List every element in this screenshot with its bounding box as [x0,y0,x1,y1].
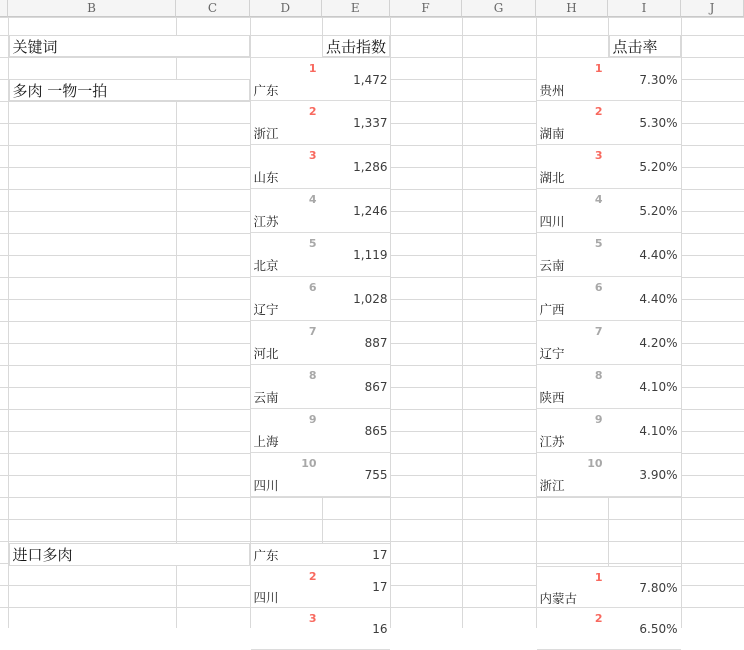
rank-badge: 6 [594,281,603,294]
click-rate-data-cell[interactable] [537,566,681,608]
click-rate-data-cell[interactable] [537,145,681,189]
province-label: 贵州 [539,83,565,98]
value-label: 755 [364,468,388,482]
value-label: 16 [372,622,388,636]
grid-line [0,519,744,520]
click-index-data-cell[interactable] [251,189,390,233]
province-label: 内蒙古 [539,591,578,606]
grid-line [390,17,391,628]
column-header-A[interactable] [0,0,8,17]
click-index-data-cell[interactable] [251,145,390,189]
province-label: 四川 [253,590,279,605]
click-index-data-cell[interactable] [251,57,390,101]
keyword-header-cell-label: 关键词 [12,37,58,56]
click-rate-data-cell[interactable] [537,189,681,233]
province-label: 云南 [253,390,279,405]
province-label: 江苏 [253,214,279,229]
value-label: 3.90% [639,468,678,482]
rank-badge: 9 [594,413,603,426]
province-label: 陕西 [539,390,565,405]
value-label: 17 [372,548,388,562]
rank-badge: 5 [308,237,317,250]
rank-badge: 2 [594,105,603,118]
column-header-G[interactable]: G [462,0,536,17]
click-rate-data-cell[interactable] [537,101,681,145]
rank-badge: 5 [594,237,603,250]
province-label: 江苏 [539,434,565,449]
click-index-data-cell[interactable] [251,608,390,650]
value-label: 1,286 [353,160,388,174]
column-header-D[interactable]: D [250,0,322,17]
value-label: 6.50% [639,622,678,636]
value-label: 5.20% [639,204,678,218]
rank-badge: 6 [308,281,317,294]
rank-badge: 4 [308,193,317,206]
click-rate-header-cell[interactable] [609,35,681,57]
click-index-data-cell[interactable] [251,409,390,453]
value-label: 5.30% [639,116,678,130]
province-label: 辽宁 [539,346,565,361]
value-label: 1,337 [353,116,388,130]
rank-badge: 3 [308,149,317,162]
value-label: 865 [364,424,388,438]
keyword-header-cell[interactable] [9,35,250,57]
column-header-B[interactable]: B [8,0,176,17]
click-rate-header-cell-label: 点击率 [612,37,658,56]
grid-line [0,497,744,498]
click-rate-data-cell[interactable] [537,277,681,321]
rank-badge: 1 [308,62,317,75]
rank-badge: 3 [308,612,317,625]
value-label: 17 [372,580,388,594]
rank-badge: 10 [301,457,317,470]
column-header-C[interactable]: C [176,0,250,17]
province-label: 河北 [253,346,279,361]
column-header-I[interactable]: I [608,0,681,17]
rank-badge: 7 [594,325,603,338]
province-label: 湖北 [539,170,565,185]
province-label: 广东 [253,548,279,563]
province-label: 广西 [539,302,565,317]
grid-line [0,17,744,18]
value-label: 887 [364,336,388,350]
value-label: 4.20% [639,336,678,350]
click-index-data-cell[interactable] [251,566,390,608]
province-label: 浙江 [539,478,565,493]
click-rate-data-cell[interactable] [537,608,681,650]
column-header-F[interactable]: F [390,0,462,17]
column-header-H[interactable]: H [536,0,608,17]
click-rate-data-cell[interactable] [537,57,681,101]
rank-badge: 8 [594,369,603,382]
click-index-data-cell[interactable] [251,277,390,321]
province-label: 广东 [253,83,279,98]
province-label: 北京 [253,258,279,273]
keyword-cell[interactable] [9,79,250,101]
click-index-data-cell[interactable] [251,365,390,409]
province-label: 山东 [253,170,279,185]
value-label: 7.30% [639,73,678,87]
grid-line [0,541,744,542]
click-rate-data-cell[interactable] [537,321,681,365]
rank-badge: 2 [594,612,603,625]
value-label: 4.40% [639,292,678,306]
keyword-cell-label: 多肉 一物一拍 [12,81,108,100]
rank-badge: 2 [308,105,317,118]
click-rate-data-cell[interactable] [537,365,681,409]
rank-badge: 1 [594,571,603,584]
rank-badge: 4 [594,193,603,206]
rank-badge: 1 [594,62,603,75]
click-index-data-cell[interactable] [251,321,390,365]
click-index-data-cell[interactable] [251,101,390,145]
column-header-E[interactable]: E [322,0,391,17]
province-label: 四川 [539,214,565,229]
rank-badge: 8 [308,369,317,382]
column-header-J[interactable]: J [681,0,744,17]
province-label: 浙江 [253,126,279,141]
grid-line [462,17,463,628]
click-rate-data-cell[interactable] [537,409,681,453]
province-label: 辽宁 [253,302,279,317]
province-label: 上海 [253,434,279,449]
click-index-header-cell[interactable] [322,35,390,57]
keyword-cell-label: 进口多肉 [12,546,73,564]
rank-badge: 2 [308,570,317,583]
click-index-header-cell-label: 点击指数 [326,37,387,56]
keyword-cell[interactable] [9,543,250,566]
province-label: 四川 [253,478,279,493]
click-index-data-cell[interactable] [251,543,390,566]
grid-line [681,17,682,628]
rank-badge: 3 [594,149,603,162]
value-label: 1,119 [353,248,388,262]
value-label: 867 [364,380,388,394]
rank-badge: 7 [308,325,317,338]
value-label: 7.80% [639,581,678,595]
value-label: 4.10% [639,380,678,394]
click-rate-data-cell[interactable] [537,233,681,277]
value-label: 4.10% [639,424,678,438]
value-label: 5.20% [639,160,678,174]
province-label: 云南 [539,258,565,273]
value-label: 1,246 [353,204,388,218]
rank-badge: 10 [587,457,603,470]
value-label: 1,028 [353,292,388,306]
click-index-data-cell[interactable] [251,453,390,497]
click-index-data-cell[interactable] [251,233,390,277]
grid-line [176,17,177,628]
grid-line [8,17,9,628]
province-label: 湖南 [539,126,565,141]
value-label: 4.40% [639,248,678,262]
value-label: 1,472 [353,73,388,87]
click-rate-data-cell[interactable] [537,453,681,497]
rank-badge: 9 [308,413,317,426]
